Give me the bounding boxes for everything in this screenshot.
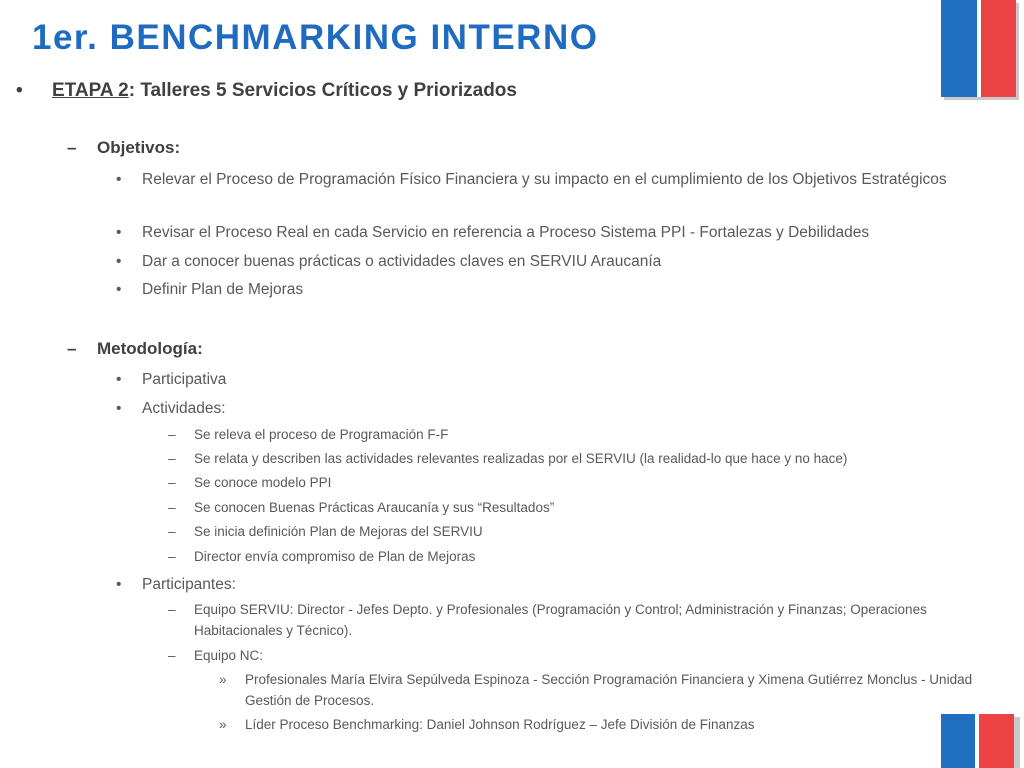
equipo-nc-member-item: [219, 714, 925, 735]
etapa-description: : Talleres 5 Servicios Críticos y Priorizados: [128, 80, 517, 101]
equipo-nc-label: Equipo NC:: [194, 648, 264, 663]
actividad-text: Se conoce modelo PPI: [194, 475, 332, 490]
chevron-bullet: »: [219, 717, 227, 732]
participantes-item: [116, 572, 1002, 597]
actividad-text: Se releva el proceso de Programación F-F: [194, 427, 449, 442]
objetivo-item: [116, 249, 1002, 274]
actividad-text: Se conocen Buenas Prácticas Araucanía y sus “Resultados”: [194, 500, 555, 515]
metodologia-heading-item: [67, 339, 977, 359]
actividad-item: [168, 472, 994, 493]
equipo-nc-item: [168, 645, 954, 666]
dash-bullet: –: [168, 549, 176, 564]
dash-bullet: –: [168, 648, 176, 663]
actividad-text: Se inicia definición Plan de Mejoras del SERVIU: [194, 524, 483, 539]
flag-blue-stripe: [941, 714, 975, 768]
objetivo-text: Revisar el Proceso Real en cada Servicio en referencia a Proceso Sistema PPI - Fortalezas y Debilidades: [142, 224, 870, 241]
actividad-item: [168, 521, 994, 542]
dash-bullet: –: [168, 524, 176, 539]
dash-bullet: –: [168, 602, 176, 617]
dash-bullet: –: [67, 138, 77, 157]
objetivo-text: Definir Plan de Mejoras: [142, 281, 304, 298]
round-bullet: •: [16, 80, 23, 101]
participativa-item: [116, 367, 1002, 392]
equipo-serviu-item: [168, 599, 954, 641]
objetivo-item: [116, 167, 1002, 192]
equipo-nc-member-item: [219, 669, 1019, 711]
flag-red-stripe: [979, 714, 1014, 768]
dash-bullet: –: [168, 427, 176, 442]
round-bullet: •: [116, 576, 122, 593]
equipo-nc-member-text: Líder Proceso Benchmarking: Daniel Johnson Rodríguez – Jefe División de Finanzas: [245, 717, 755, 732]
round-bullet: •: [116, 371, 122, 388]
objetivo-text: Relevar el Proceso de Programación Físico Financiera y su impacto en el cumplimiento de los Objetivos Estratégicos: [142, 171, 947, 188]
actividad-item: [168, 448, 994, 469]
actividad-text: Director envía compromiso de Plan de Mejoras: [194, 549, 476, 564]
round-bullet: •: [116, 253, 122, 270]
round-bullet: •: [116, 400, 122, 417]
round-bullet: •: [116, 224, 122, 241]
participantes-label: Participantes:: [142, 576, 236, 593]
equipo-nc-member-text: Profesionales María Elvira Sepúlveda Espinoza - Sección Programación Financiera y Ximena Gutiérrez Monclus - Unidad Gestión de Procesos.: [245, 672, 973, 708]
actividad-item: [168, 546, 994, 567]
participativa-text: Participativa: [142, 371, 227, 388]
actividad-item: [168, 497, 994, 518]
dash-bullet: –: [168, 451, 176, 466]
actividades-label: Actividades:: [142, 400, 226, 417]
chevron-bullet: »: [219, 672, 227, 687]
objetivo-text: Dar a conocer buenas prácticas o actividades claves en SERVIU Araucanía: [142, 253, 662, 270]
objetivo-item: [116, 220, 1002, 245]
objetivos-heading: Objetivos:: [97, 138, 181, 157]
equipo-serviu-text: Equipo SERVIU: Director - Jefes Depto. y Profesionales (Programación y Control; Administración y Finanzas; Operaciones Habitacionales y Técnico).: [194, 602, 927, 638]
dash-bullet: –: [168, 500, 176, 515]
metodologia-heading: Metodología:: [97, 339, 203, 358]
actividades-item: [116, 396, 1002, 421]
round-bullet: •: [116, 171, 122, 188]
round-bullet: •: [116, 281, 122, 298]
dash-bullet: –: [168, 475, 176, 490]
slide-title: 1er. BENCHMARKING INTERNO: [32, 18, 599, 57]
actividad-text: Se relata y describen las actividades relevantes realizadas por el SERVIU (la realidad-lo que hace y no hace): [194, 451, 848, 466]
etapa-bullet-item: [16, 80, 952, 102]
objetivos-heading-item: [67, 138, 977, 158]
etapa-label: ETAPA 2: [52, 80, 129, 101]
objetivo-item: [116, 277, 1002, 302]
dash-bullet: –: [67, 339, 77, 358]
flag-logo-bottom: [938, 714, 1020, 768]
actividad-item: [168, 424, 994, 445]
